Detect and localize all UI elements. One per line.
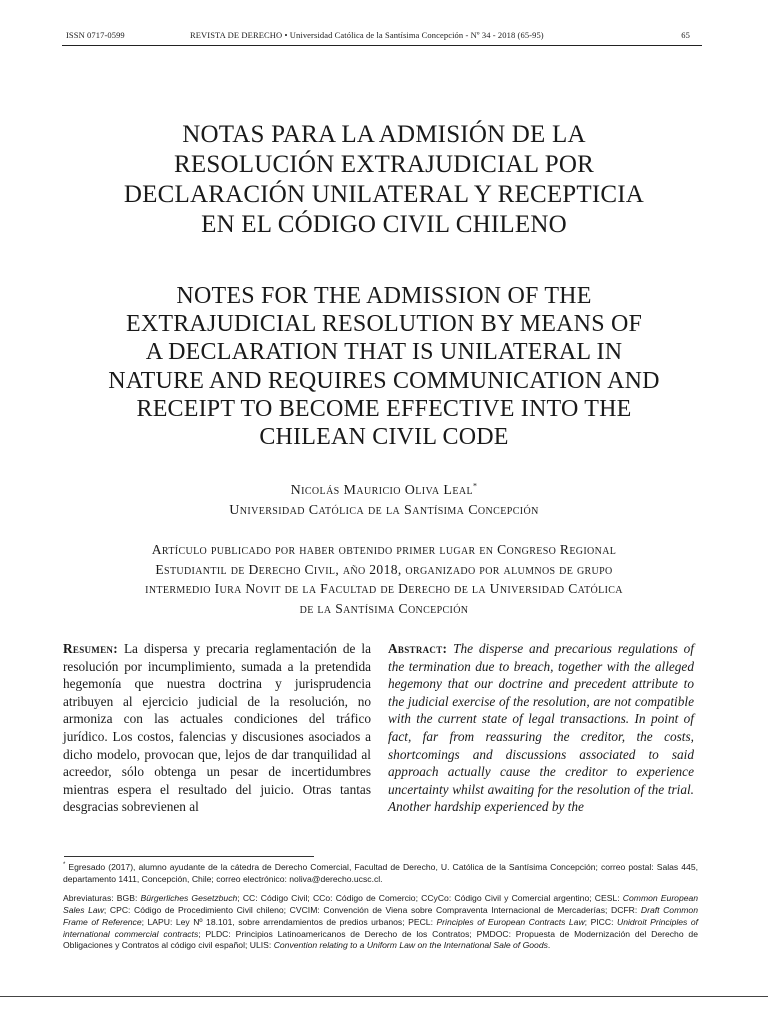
running-head [66, 30, 690, 46]
footnotes [63, 862, 698, 952]
abbreviation-entry: CVCIM: Convención de Viena sobre Compraventa Internacional de Mercaderías; [289, 905, 611, 916]
abbreviation-entry: PICC: Unidroit Principles of international commercial contracts; [63, 916, 699, 939]
title-english [40, 282, 728, 451]
title-en-line: NOTES FOR THE ADMISSION OF THE [176, 283, 592, 309]
abstract-english [388, 640, 694, 816]
author-name: Nicolás Mauricio Oliva Leal* [290, 481, 478, 498]
title-es-line: RESOLUCIÓN EXTRAJUDICIAL POR [174, 151, 594, 178]
footnote-author: * Egresado (2017), alumno ayudante de la cátedra de Derecho Comercial, Facultad de Derecho, U. Católica de la Santísima Concepción; correo postal: Salas 445, departamento 1411, Concepción, Chile; correo electrónico: noliva@derecho.ucsc.cl. [63, 862, 698, 884]
abbreviation-entry: ULIS: Convention relating to a Uniform Law on the International Sale of Goods. [249, 940, 551, 951]
abbreviation-entry: BGB: Bürgerliches Gesetzbuch; [116, 893, 243, 904]
publication-note [62, 540, 706, 618]
footnote-rule [64, 856, 314, 857]
author-footnote-marker: * [472, 481, 478, 491]
page-bottom-edge [0, 996, 768, 997]
abbreviation-entry: CPC: Código de Procedimiento Civil chileno; [109, 905, 290, 916]
title-en-line: EXTRAJUDICIAL RESOLUTION BY MEANS OF [125, 311, 643, 338]
footnote-abbreviations [63, 893, 698, 952]
title-en-line: A DECLARATION THAT IS UNILATERAL IN [145, 339, 623, 366]
title-en-line: RECEIPT TO BECOME EFFECTIVE INTO THE [136, 395, 632, 422]
abstract-es-text: La dispersa y precaria reglamentación de la resolución por incumplimiento, sumada a la pretendida hegemonía que nuestra doctrina y jurisprudencia atribuyen al ejercicio judicial de la resolución, no armoniza con las actuales condiciones del tráfico jurídico. Los costos, falencias y discusiones asociados a dicho modelo, provocan que, lejos de dar tranquilidad al acreedor, sólo obtenga un pesar de incertidumbres mientras espera el resultado del juicio. Otras tantas desgracias sobrevienen al [63, 641, 372, 815]
header-rule [62, 45, 702, 46]
abbreviations-label: Abreviaturas: [63, 893, 114, 904]
abbreviation-entry: CCo: Código de Comercio; [312, 893, 422, 904]
abbreviation-entry: CESL: Common European Sales Law; [63, 893, 699, 916]
title-en-line: NATURE AND REQUIRES COMMUNICATION AND [108, 367, 660, 394]
abbreviation-entry: LAPU: Ley Nº 18.101, sobre arrendamientos de predios urbanos; [147, 916, 409, 927]
title-en-line: CHILEAN CIVIL CODE [259, 424, 509, 451]
author-affiliation: Universidad Católica de la Santísima Concepción [229, 503, 539, 518]
abbreviation-entry: PECL: Principles of European Contracts Law; [408, 916, 591, 927]
abstract-en-label: Abstract: [388, 641, 448, 656]
title-es-line: DECLARACIÓN UNILATERAL Y RECEPTICIA [123, 181, 645, 208]
page-number: 65 [681, 30, 690, 40]
abstract-es-label: Resumen: [63, 641, 118, 656]
title-es-line: NOTAS PARA LA ADMISIÓN DE LA [182, 121, 586, 148]
title-spanish [40, 120, 728, 240]
journal-citation: REVISTA DE DERECHO • Universidad Católica de la Santísima Concepción - Nº 34 - 2018 (65-95) [190, 30, 544, 40]
abstract-en-text: The disperse and precarious regulations of the termination due to breach, together with the alleged hegemony that our doctrine and precedent attribute to the judicial exercise of the resolution, are not compatible with the current state of legal transactions. In point of fact, far from reassuring the creditor, the costs, shortcomings and discussions associated to said approach actually cause the creditor to experience uncertainty whilst awaiting for the resolution of the trial. Another hardship experienced by the [388, 641, 694, 815]
abbreviation-entry: DCFR: Draft Common Frame of Reference; [63, 905, 698, 927]
author-block [40, 481, 728, 521]
abstract-spanish [63, 640, 371, 816]
abbreviation-entry: PMDOC: Propuesta de Modernización del Derecho de Obligaciones y Contratos al código civil español; [63, 928, 698, 951]
title-es-line: EN EL CÓDIGO CIVIL CHILENO [201, 211, 567, 238]
abbreviation-entry: CCyCo: Código Civil y Comercial argentino; [421, 893, 595, 904]
issn: ISSN 0717-0599 [66, 30, 125, 40]
publication-note-line: de la Santísima Concepción [299, 600, 469, 616]
abbreviation-entry: PLDC: Principios Latinoamericanos de Derecho de los Contratos; [205, 928, 477, 939]
publication-note-line: Estudiantil de Derecho Civil, año 2018, organizado por alumnos de grupo [155, 561, 613, 577]
publication-note-line: Artículo publicado por haber obtenido primer lugar en Congreso Regional [151, 542, 617, 557]
publication-note-line: intermedio Iura Novit de la Facultad de Derecho de la Universidad Católica [145, 581, 623, 596]
abbreviation-entry: CC: Código Civil; [242, 893, 313, 904]
